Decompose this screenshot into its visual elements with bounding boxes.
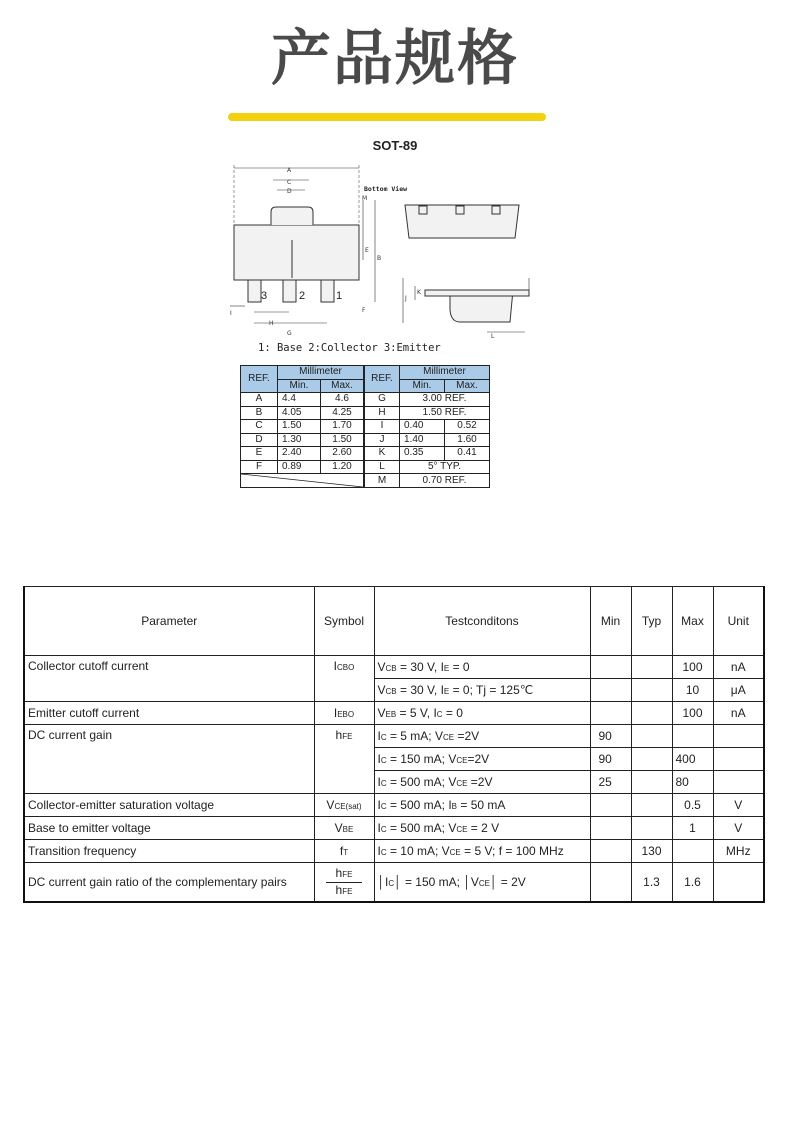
typ-cell — [631, 748, 672, 771]
pin-1 — [321, 280, 334, 302]
dim-header-ref: REF. — [241, 366, 278, 393]
min-cell — [590, 679, 631, 702]
dim-label-a: A — [287, 167, 292, 174]
dim-min: 1.50 — [278, 420, 321, 434]
dim-ref: H — [364, 406, 400, 420]
collector-tab — [271, 207, 313, 225]
dim-ref: M — [364, 474, 400, 488]
unit-icbo-1: nA — [713, 656, 764, 679]
dim-max: 4.25 — [321, 406, 365, 420]
min-cell — [590, 817, 631, 840]
dim-label-c: C — [287, 179, 292, 186]
dim-min: 0.40 — [400, 420, 445, 434]
min-hfe-1: 90 — [590, 725, 631, 748]
header-min: Min — [590, 587, 631, 656]
dim-max: 1.50 — [321, 433, 365, 447]
symbol-ft: fT — [314, 840, 374, 863]
max-iebo: 100 — [672, 702, 713, 725]
unit-ft: MHz — [713, 840, 764, 863]
dim-max: 1.20 — [321, 460, 365, 474]
header-parameter: Parameter — [24, 587, 314, 656]
max-icbo-1: 100 — [672, 656, 713, 679]
dim-label-f: F — [362, 307, 366, 314]
dim-label-h: H — [269, 320, 274, 327]
dim-ref: G — [364, 393, 400, 407]
dim-ref: K — [364, 447, 400, 461]
dim-ref: L — [364, 460, 400, 474]
min-cell — [590, 794, 631, 817]
pin-caption-collector: 2:Collector — [308, 342, 378, 354]
package-name: SOT-89 — [372, 138, 418, 153]
dim-max: 0.52 — [445, 420, 490, 434]
min-cell — [590, 702, 631, 725]
spec-header-row — [24, 587, 764, 656]
test-vcesat: IC = 500 mA; IB = 50 mA — [374, 794, 590, 817]
dim-label-g: G — [287, 330, 292, 337]
dim-header-max: Max. — [321, 379, 365, 393]
dim-value: 1.50 REF. — [400, 406, 490, 420]
dim-empty-diagonal — [241, 474, 365, 488]
table-row — [24, 794, 764, 817]
test-iebo: VEB = 5 V, IC = 0 — [374, 702, 590, 725]
dim-row — [241, 420, 490, 434]
dim-ref: E — [241, 447, 278, 461]
typ-cell — [631, 656, 672, 679]
dim-ref: C — [241, 420, 278, 434]
unit-icbo-2: μA — [713, 679, 764, 702]
unit-cell — [713, 748, 764, 771]
pin-number-3: 3 — [261, 290, 268, 302]
max-cell — [672, 725, 713, 748]
dim-row — [241, 393, 490, 407]
header-symbol: Symbol — [314, 587, 374, 656]
table-row — [24, 702, 764, 725]
unit-vbe: V — [713, 817, 764, 840]
pin-caption — [258, 342, 447, 354]
min-hfe-2: 90 — [590, 748, 631, 771]
unit-vcesat: V — [713, 794, 764, 817]
dim-max: 1.60 — [445, 433, 490, 447]
param-vbe: Base to emitter voltage — [24, 817, 314, 840]
dim-row — [241, 406, 490, 420]
test-ratio: │IC│ = 150 mA; │VCE│ = 2V — [374, 863, 590, 903]
table-row — [24, 863, 764, 903]
pin-3 — [248, 280, 261, 302]
package-body — [234, 225, 359, 280]
table-row — [24, 656, 764, 679]
header-test: Testconditons — [374, 587, 590, 656]
typ-ft: 130 — [631, 840, 672, 863]
unit-cell — [713, 725, 764, 748]
dim-max: 0.41 — [445, 447, 490, 461]
dim-min: 0.89 — [278, 460, 321, 474]
max-hfe-3: 80 — [672, 771, 713, 794]
dim-label-b: B — [377, 255, 382, 262]
min-cell — [590, 840, 631, 863]
pin-2 — [283, 280, 296, 302]
typ-cell — [631, 817, 672, 840]
param-ft: Transition frequency — [24, 840, 314, 863]
dim-ref: F — [241, 460, 278, 474]
max-vcesat: 0.5 — [672, 794, 713, 817]
test-hfe-3: IC = 500 mA; VCE =2V — [374, 771, 590, 794]
symbol-icbo: ICBO — [314, 656, 374, 702]
test-hfe-2: IC = 150 mA; VCE=2V — [374, 748, 590, 771]
dim-min: 4.4 — [278, 393, 321, 407]
symbol-hfe: hFE — [314, 725, 374, 794]
param-hfe: DC current gain — [24, 725, 314, 794]
package-drawing — [225, 160, 545, 360]
table-row — [24, 725, 764, 748]
dim-ref: A — [241, 393, 278, 407]
min-hfe-3: 25 — [590, 771, 631, 794]
dim-label-d: D — [287, 188, 292, 195]
side-view-top — [405, 205, 519, 238]
dimension-table — [240, 365, 490, 488]
dim-row — [241, 447, 490, 461]
typ-cell — [631, 725, 672, 748]
max-icbo-2: 10 — [672, 679, 713, 702]
param-iebo: Emitter cutoff current — [24, 702, 314, 725]
dim-max: 2.60 — [321, 447, 365, 461]
symbol-vcesat: VCE(sat) — [314, 794, 374, 817]
dim-header-min: Min. — [278, 379, 321, 393]
dim-min: 4.05 — [278, 406, 321, 420]
dim-row — [241, 460, 490, 474]
spec-table — [23, 586, 765, 903]
dim-ref: I — [364, 420, 400, 434]
symbol-vbe: VBE — [314, 817, 374, 840]
dim-min: 0.35 — [400, 447, 445, 461]
dim-value: 5° TYP. — [400, 460, 490, 474]
param-vcesat: Collector-emitter saturation voltage — [24, 794, 314, 817]
dim-min: 1.30 — [278, 433, 321, 447]
unit-cell — [713, 771, 764, 794]
header-typ: Typ — [631, 587, 672, 656]
dim-max: 1.70 — [321, 420, 365, 434]
typ-cell — [631, 679, 672, 702]
header-max: Max — [672, 587, 713, 656]
dim-row — [241, 474, 490, 488]
dim-max: 4.6 — [321, 393, 365, 407]
param-icbo: Collector cutoff current — [24, 656, 314, 702]
test-vbe: IC = 500 mA; VCE = 2 V — [374, 817, 590, 840]
dim-min: 1.40 — [400, 433, 445, 447]
dim-min: 2.40 — [278, 447, 321, 461]
unit-cell — [713, 863, 764, 903]
test-ft: IC = 10 mA; VCE = 5 V; f = 100 MHz — [374, 840, 590, 863]
typ-cell — [631, 702, 672, 725]
param-ratio: DC current gain ratio of the complementary pairs — [24, 863, 314, 903]
pin-number-1: 1 — [336, 290, 343, 302]
dim-label-m: M — [362, 195, 368, 202]
dim-header-min-2: Min. — [400, 379, 445, 393]
dim-header-max-2: Max. — [445, 379, 490, 393]
dim-header-ref-2: REF. — [364, 366, 400, 393]
dim-label-i: I — [230, 310, 232, 317]
table-row — [24, 840, 764, 863]
min-cell — [590, 863, 631, 903]
symbol-ratio: $\frac{\text{hFE}}{\text{hFE}}$ — [314, 863, 374, 903]
dim-label-k: K — [417, 289, 421, 296]
pin-caption-base: 1: Base — [258, 342, 303, 354]
typ-cell — [631, 771, 672, 794]
pin-caption-emitter: 3:Emitter — [383, 342, 441, 354]
max-hfe-2: 400 — [672, 748, 713, 771]
table-row — [24, 817, 764, 840]
test-icbo-1: VCB = 30 V, IE = 0 — [374, 656, 590, 679]
dim-label-l: L — [491, 333, 495, 340]
dim-ref: D — [241, 433, 278, 447]
dim-value: 3.00 REF. — [400, 393, 490, 407]
page-title: 产品规格 — [271, 24, 519, 94]
dim-row — [241, 433, 490, 447]
header-unit: Unit — [713, 587, 764, 656]
dim-header-unit: Millimeter — [278, 366, 365, 380]
dim-label-e: E — [365, 247, 369, 254]
max-vbe: 1 — [672, 817, 713, 840]
test-icbo-2: VCB = 30 V, IE = 0; Tj = 125℃ — [374, 679, 590, 702]
dim-header-unit-2: Millimeter — [400, 366, 490, 380]
bottom-view-label: Bottom View — [364, 185, 408, 193]
typ-ratio: 1.3 — [631, 863, 672, 903]
pin-number-2: 2 — [299, 290, 306, 302]
dim-label-j: J — [405, 295, 407, 302]
typ-cell — [631, 794, 672, 817]
max-ratio: 1.6 — [672, 863, 713, 903]
max-cell — [672, 840, 713, 863]
dim-ref: J — [364, 433, 400, 447]
title-underline — [228, 113, 546, 121]
dim-value: 0.70 REF. — [400, 474, 490, 488]
test-hfe-1: IC = 5 mA; VCE =2V — [374, 725, 590, 748]
dim-ref: B — [241, 406, 278, 420]
unit-iebo: nA — [713, 702, 764, 725]
min-cell — [590, 656, 631, 679]
symbol-iebo: IEBO — [314, 702, 374, 725]
